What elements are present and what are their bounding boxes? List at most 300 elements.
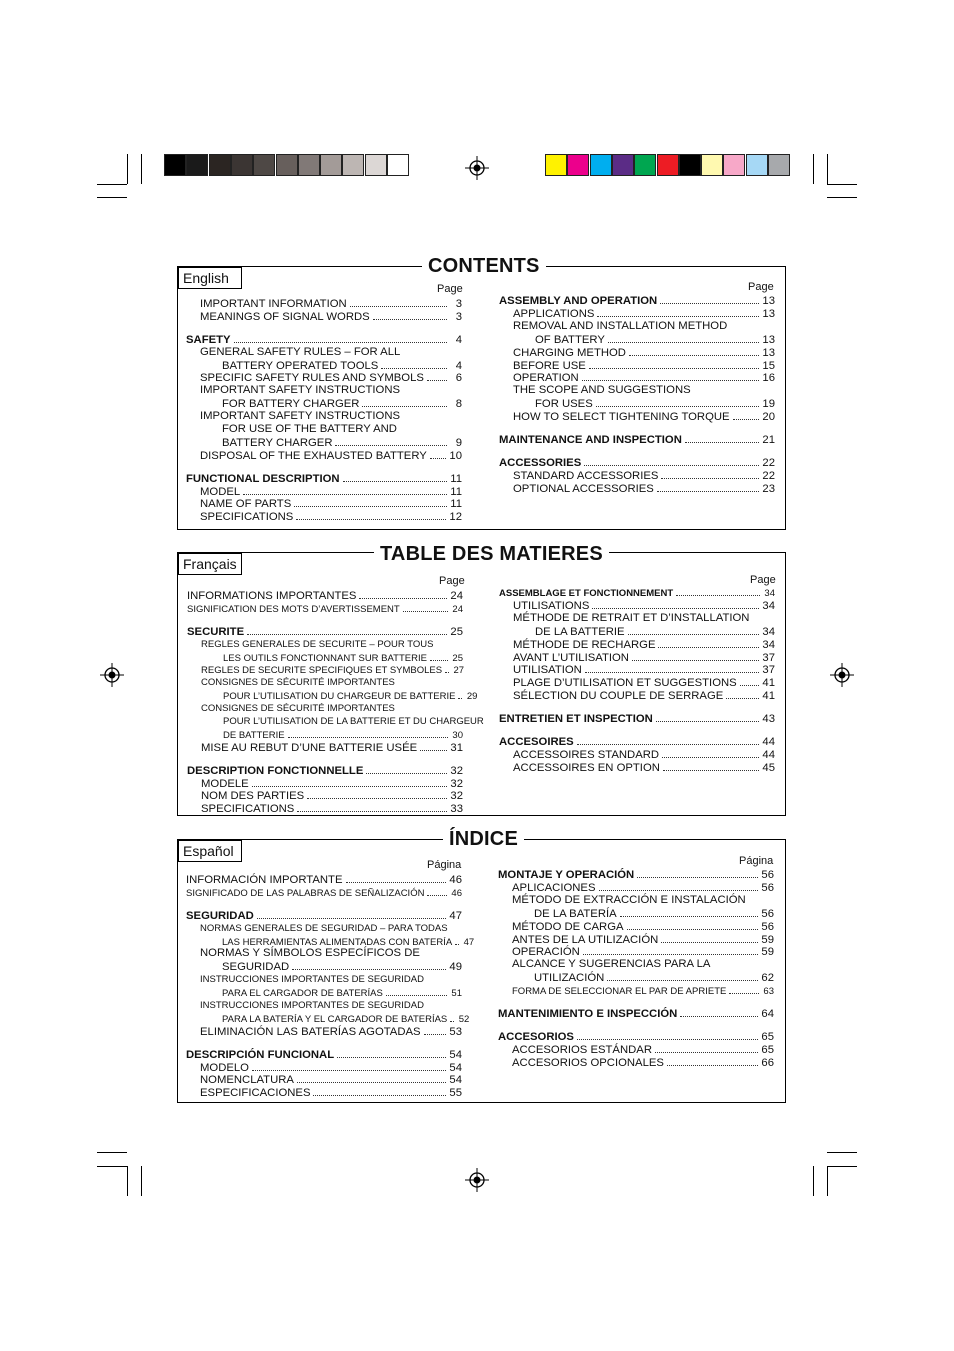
toc-entry-title: IMPORTANT SAFETY INSTRUCTIONS xyxy=(200,410,401,423)
crop-mark xyxy=(813,1166,814,1196)
dot-leader xyxy=(288,728,448,738)
toc-entry xyxy=(186,886,462,900)
toc-entry-page: 44 xyxy=(762,735,775,748)
toc-entry-title: CONSIGNES DE SÉCURITÉ IMPORTANTES xyxy=(201,703,395,715)
toc-entry xyxy=(200,384,462,397)
toc-entry-page: 56 xyxy=(761,907,774,920)
toc-entry-title: SPECIFICATIONS xyxy=(201,803,295,816)
crop-mark xyxy=(827,1152,857,1153)
toc-entry xyxy=(200,310,462,324)
crop-mark xyxy=(827,197,857,198)
color-swatch xyxy=(723,154,745,176)
gray-swatch xyxy=(276,154,298,176)
toc-entry-page: 9 xyxy=(455,436,462,449)
toc-entry xyxy=(222,436,462,450)
toc-entry-title: INFORMATIONS IMPORTANTES xyxy=(187,590,357,602)
toc-entry xyxy=(200,371,462,385)
toc-entry-page: 44 xyxy=(762,748,775,761)
crop-mark xyxy=(141,154,142,184)
toc-entry-page: 56 xyxy=(761,881,774,894)
toc-entry-title: ANTES DE LA UTILIZACIÓN xyxy=(512,933,659,946)
dot-leader xyxy=(381,359,447,369)
toc-entry xyxy=(200,449,462,463)
crop-mark xyxy=(97,1166,127,1167)
dot-leader xyxy=(596,397,760,407)
toc-entry-title: SAFETY xyxy=(186,333,231,346)
toc-entry xyxy=(201,802,463,816)
toc-entry-title: ACCESSOIRES STANDARD xyxy=(513,748,660,761)
toc-entry xyxy=(200,510,462,524)
crop-mark xyxy=(97,197,127,198)
toc-entry-title: REMOVAL AND INSTALLATION METHOD xyxy=(513,319,728,332)
toc-entry-page: 25 xyxy=(450,625,463,638)
dot-leader xyxy=(359,589,447,599)
toc-entry-page: 3 xyxy=(455,310,462,323)
toc-entry-page: 56 xyxy=(761,869,774,881)
toc-entry xyxy=(187,589,463,603)
toc-entry-title: MANTENIMIENTO E INSPECCIÓN xyxy=(498,1007,678,1020)
dot-leader xyxy=(656,712,760,722)
toc-entry-title: PARA EL CARGADOR DE BATERÍAS xyxy=(222,988,383,1000)
dot-leader xyxy=(487,715,491,724)
dot-leader xyxy=(637,868,758,878)
gray-swatch xyxy=(342,154,364,176)
toc-entry xyxy=(513,469,775,483)
dot-leader xyxy=(297,1073,446,1083)
toc-entry-page: 59 xyxy=(761,933,774,946)
toc-entry xyxy=(513,371,775,385)
section-title-table-des-matieres: TABLE DES MATIERES xyxy=(374,543,609,565)
toc-entry-title: BATTERY OPERATED TOOLS xyxy=(222,359,379,372)
toc-entry xyxy=(512,958,774,971)
toc-entry-page: 25 xyxy=(452,652,463,664)
dot-leader xyxy=(420,741,447,751)
toc-entry xyxy=(187,625,463,639)
toc-entry-page: 46 xyxy=(449,874,462,886)
toc-entry xyxy=(513,307,775,321)
dot-leader xyxy=(247,625,447,635)
toc-entry-page: 41 xyxy=(762,677,775,690)
toc-entry xyxy=(512,920,774,934)
toc-entry-page: 10 xyxy=(449,449,462,462)
toc-entry-title: APLICACIONES xyxy=(512,881,596,894)
toc-entry-page: 52 xyxy=(458,1013,470,1025)
toc-entry xyxy=(201,702,463,715)
toc-entry-title: NOM DES PARTIES xyxy=(201,790,305,803)
dot-leader xyxy=(607,971,758,981)
toc-entry xyxy=(200,346,462,359)
toc-entry-title: INFORMACIÓN IMPORTANTE xyxy=(186,874,343,886)
toc-entry-title: MODELO xyxy=(200,1061,249,1074)
toc-entry-page: 16 xyxy=(762,372,775,385)
toc-entry-title: PLAGE D’UTILISATION ET SUGGESTIONS xyxy=(513,677,737,690)
language-tab-french: Français xyxy=(178,553,242,575)
toc-entry-title: OPERATION xyxy=(513,372,579,385)
language-tab-spanish: Español xyxy=(178,840,242,862)
toc-entry-page: 49 xyxy=(449,961,462,974)
dot-leader xyxy=(599,881,759,891)
color-swatch xyxy=(590,154,612,176)
toc-entry xyxy=(200,922,462,935)
color-swatch xyxy=(679,154,701,176)
toc-entry-title: OPERACIÓN xyxy=(512,946,580,959)
toc-entry-page: 20 xyxy=(762,411,775,424)
toc-entry-title: OF BATTERY xyxy=(535,333,605,346)
toc-entry-page: 11 xyxy=(450,498,462,511)
toc-entry-page: 62 xyxy=(761,972,774,985)
toc-entry-title: SEGURIDAD xyxy=(186,909,254,922)
toc-entry xyxy=(200,947,462,960)
dot-leader xyxy=(752,612,760,621)
toc-entry xyxy=(512,894,774,907)
dot-leader xyxy=(450,1012,454,1022)
toc-entry-title: MAINTENANCE AND INSPECTION xyxy=(499,433,682,446)
toc-entry-title: BATTERY CHARGER xyxy=(222,436,333,449)
toc-entry-page: 4 xyxy=(455,333,462,346)
toc-entry-page: 34 xyxy=(764,588,775,599)
toc-entry-page: 33 xyxy=(450,803,463,816)
dot-leader xyxy=(335,436,447,446)
dot-leader xyxy=(423,947,447,956)
toc-entry xyxy=(186,873,462,887)
page-column-header: Página xyxy=(739,855,774,867)
toc-entry-page: 11 xyxy=(450,485,462,498)
toc-entry-title: ACCESSORIES xyxy=(499,456,582,469)
toc-entry-page: 43 xyxy=(762,713,775,725)
toc-entry xyxy=(222,1012,470,1026)
color-swatch xyxy=(746,154,768,176)
dot-leader xyxy=(346,873,447,883)
toc-entry-title: UTILISATIONS xyxy=(513,599,590,612)
dot-leader xyxy=(337,1048,446,1058)
dot-leader xyxy=(234,333,447,343)
page-column-header: Page xyxy=(439,575,465,587)
toc-entry xyxy=(535,625,775,639)
toc-entry-title: GENERAL SAFETY RULES – FOR ALL xyxy=(200,345,401,358)
toc-entry-page: 31 xyxy=(450,741,463,754)
dot-leader xyxy=(366,764,447,774)
toc-entry-page: 19 xyxy=(762,398,775,411)
toc-entry-title: SIGNIFICADO DE LAS PALABRAS DE SEÑALIZACIÓN xyxy=(186,887,425,899)
toc-entry-title: HOW TO SELECT TIGHTENING TORQUE xyxy=(513,411,730,424)
toc-entry xyxy=(513,359,775,373)
color-swatch xyxy=(657,154,679,176)
toc-entry xyxy=(499,712,775,726)
gray-swatch xyxy=(164,154,186,176)
dot-leader xyxy=(386,986,447,996)
toc-entry xyxy=(223,728,463,742)
toc-entry-title: FOR BATTERY CHARGER xyxy=(222,398,360,411)
dot-leader xyxy=(403,410,447,419)
toc-entry xyxy=(513,599,775,613)
toc-entry-title: REGLES GENERALES DE SECURITE – POUR TOUS xyxy=(201,638,434,650)
crop-mark xyxy=(827,154,828,184)
dot-leader xyxy=(694,384,760,393)
toc-entry xyxy=(534,907,774,921)
toc-entry xyxy=(513,410,775,424)
toc-entry-title: ELIMINACIÓN LAS BATERÍAS AGOTADAS xyxy=(200,1025,421,1038)
toc-entry-title: PARA LA BATERÍA Y EL CARGADOR DE BATERÍAS xyxy=(222,1013,448,1025)
toc-entry-page: 53 xyxy=(449,1025,462,1038)
dot-leader xyxy=(620,907,759,917)
color-swatch xyxy=(567,154,589,176)
toc-entry-title: IMPORTANT INFORMATION xyxy=(200,298,347,310)
toc-entry-title: INSTRUCCIONES IMPORTANTES DE SEGURIDAD xyxy=(200,1000,424,1011)
toc-entry-page: 13 xyxy=(762,295,775,307)
toc-entry xyxy=(222,960,462,974)
toc-entry xyxy=(513,482,775,496)
toc-entry-page: 65 xyxy=(761,1030,774,1043)
toc-entry-title: MÉTHODE DE RECHARGE xyxy=(513,638,656,651)
toc-entry-page: 11 xyxy=(450,472,462,485)
dot-leader xyxy=(350,297,447,307)
gray-swatch xyxy=(298,154,320,176)
toc-entry xyxy=(201,777,463,791)
dot-leader xyxy=(676,586,760,596)
toc-entry-title: MÉTHODE DE RETRAIT ET D’INSTALLATION xyxy=(513,611,750,624)
toc-entry xyxy=(513,651,775,665)
page-column-header: Page xyxy=(437,283,463,295)
dot-leader xyxy=(577,1030,758,1040)
dot-leader xyxy=(582,371,760,381)
toc-entry xyxy=(201,676,463,689)
crop-mark xyxy=(141,1166,142,1196)
dot-leader xyxy=(592,599,759,609)
dot-leader xyxy=(663,761,760,771)
toc-entry-page: 66 xyxy=(761,1056,774,1069)
dot-leader xyxy=(436,638,448,647)
dot-leader xyxy=(655,1043,758,1053)
toc-entry-page: 65 xyxy=(761,1043,774,1056)
dot-leader xyxy=(713,958,759,967)
toc-entry-page: 34 xyxy=(762,599,775,612)
toc-entry-title: MÉTODO DE EXTRACCIÓN E INSTALACIÓN xyxy=(512,893,746,906)
dot-leader xyxy=(584,456,759,466)
toc-entry xyxy=(512,881,774,895)
dot-leader xyxy=(403,602,448,612)
toc-entry-title: UTILIZACIÓN xyxy=(534,972,605,985)
dot-leader xyxy=(662,748,759,758)
language-tab-english: English xyxy=(178,267,242,289)
dot-leader xyxy=(445,663,449,673)
toc-entry-page: 54 xyxy=(449,1074,462,1087)
toc-entry xyxy=(200,410,462,423)
registration-mark-icon xyxy=(830,663,854,687)
dot-leader xyxy=(243,485,447,495)
dot-leader xyxy=(313,1086,446,1096)
toc-entry-title: NORMAS GENERALES DE SEGURIDAD – PARA TODAS xyxy=(200,922,448,934)
gray-swatch xyxy=(186,154,208,176)
toc-entry xyxy=(200,1086,462,1100)
dot-leader xyxy=(585,663,760,673)
toc-entry-title: MEANINGS OF SIGNAL WORDS xyxy=(200,310,370,323)
toc-entry-title: FOR USES xyxy=(535,398,593,411)
dot-leader xyxy=(680,1007,758,1017)
toc-entry-title: MODEL xyxy=(200,485,241,498)
toc-entry-page: 13 xyxy=(762,346,775,359)
toc-entry-title: MISE AU REBUT D’UNE BATTERIE USÉE xyxy=(201,741,418,754)
toc-entry xyxy=(535,397,775,411)
toc-entry xyxy=(513,384,775,397)
dot-leader xyxy=(252,1061,446,1071)
toc-entry-title: DESCRIPCIÓN FUNCIONAL xyxy=(186,1048,335,1061)
gray-swatch xyxy=(209,154,231,176)
toc-entry-title: SPECIFIC SAFETY RULES AND SYMBOLS xyxy=(200,372,424,385)
toc-entry-title: AVANT L’UTILISATION xyxy=(513,651,629,664)
toc-entry-page: 4 xyxy=(455,359,462,372)
toc-entry xyxy=(186,333,462,347)
toc-entry-page: 8 xyxy=(455,398,462,411)
color-swatch xyxy=(612,154,634,176)
toc-entry xyxy=(200,973,462,986)
dot-leader xyxy=(658,638,759,648)
dot-leader xyxy=(627,920,759,930)
color-swatch xyxy=(634,154,656,176)
toc-entry-title: MONTAJE Y OPERACIÓN xyxy=(498,869,635,881)
toc-entry xyxy=(223,651,463,665)
toc-entry xyxy=(201,789,463,803)
toc-entry xyxy=(498,1030,774,1044)
toc-entry-title: SECURITE xyxy=(187,625,245,638)
toc-entry xyxy=(186,1048,462,1062)
dot-leader xyxy=(403,384,447,393)
toc-entry-page: 32 xyxy=(450,764,463,777)
toc-entry xyxy=(187,602,463,616)
crop-mark xyxy=(827,1166,828,1196)
dot-leader xyxy=(398,702,448,711)
toc-entry-page: 47 xyxy=(463,936,475,948)
dot-leader xyxy=(628,625,760,635)
toc-entry-title: SEGURIDAD xyxy=(222,961,290,974)
toc-entry-title: MÉTODO DE CARGA xyxy=(512,920,624,933)
toc-entry-title: NORMAS Y SÍMBOLOS ESPECÍFICOS DE xyxy=(200,947,420,960)
toc-entry-page: 63 xyxy=(763,986,774,998)
toc-entry-title: POUR L’UTILISATION DU CHARGEUR DE BATTERIE xyxy=(223,691,456,703)
toc-entry-title: DISPOSAL OF THE EXHAUSTED BATTERY xyxy=(200,449,427,462)
toc-entry-page: 13 xyxy=(762,307,775,320)
toc-entry xyxy=(513,676,775,690)
toc-entry xyxy=(513,346,775,360)
toc-entry-page: 51 xyxy=(451,988,462,1000)
toc-entry-page: 13 xyxy=(762,333,775,346)
toc-entry xyxy=(499,294,775,308)
toc-entry-page: 32 xyxy=(450,777,463,790)
toc-entry-page: 34 xyxy=(762,625,775,638)
toc-entry xyxy=(512,945,774,959)
crop-mark xyxy=(127,154,128,184)
dot-leader xyxy=(427,999,447,1008)
section-title-indice: ÍNDICE xyxy=(443,828,524,850)
toc-entry xyxy=(499,456,775,470)
toc-entry xyxy=(513,320,775,333)
toc-entry-title: DESCRIPTION FONCTIONNELLE xyxy=(187,764,364,777)
toc-entry xyxy=(513,689,775,703)
dot-leader xyxy=(667,1056,759,1066)
toc-entry-page: 45 xyxy=(762,761,775,774)
toc-entry xyxy=(512,984,774,998)
crop-mark xyxy=(127,1166,128,1196)
toc-entry-page: 29 xyxy=(466,691,478,703)
dot-leader xyxy=(597,307,759,317)
dot-leader xyxy=(430,651,448,661)
toc-entry-page: 22 xyxy=(762,456,775,469)
dot-leader xyxy=(424,1025,447,1035)
dot-leader xyxy=(729,984,759,994)
gray-swatch xyxy=(365,154,387,176)
toc-entry-title: REGLES DE SECURITE SPECIFIQUES ET SYMBOLES xyxy=(201,665,443,677)
toc-entry-title: ACCESORIOS OPCIONALES xyxy=(512,1056,664,1069)
toc-entry-page: 27 xyxy=(453,665,465,677)
dot-leader xyxy=(430,449,447,459)
toc-entry xyxy=(201,741,463,755)
toc-entry-title: POUR L’UTILISATION DE LA BATTERIE ET DU CHARGEUR xyxy=(223,716,484,727)
dot-leader xyxy=(749,894,759,903)
toc-entry-page: 56 xyxy=(761,920,774,933)
toc-entry-title: DE LA BATTERIE xyxy=(535,625,625,638)
dot-leader xyxy=(726,689,759,699)
toc-entry xyxy=(200,497,462,511)
toc-entry-page: 41 xyxy=(762,690,775,703)
dot-leader xyxy=(589,359,760,369)
dot-leader xyxy=(632,651,759,661)
dot-leader xyxy=(629,346,759,356)
toc-entry-page: 46 xyxy=(451,887,462,899)
toc-entry-page: 12 xyxy=(449,511,462,524)
toc-entry-page: 3 xyxy=(455,298,462,310)
toc-entry xyxy=(201,638,463,651)
toc-entry-title: LAS HERRAMIENTAS ALIMENTADAS CON BATERÍA xyxy=(222,936,453,948)
toc-entry-title: ACCESORIOS ESTÁNDAR xyxy=(512,1043,652,1056)
toc-entry xyxy=(498,868,774,882)
toc-entry-title: DE LA BATERÍA xyxy=(534,907,617,920)
toc-entry xyxy=(200,485,462,499)
toc-entry-title: NAME OF PARTS xyxy=(200,498,292,511)
toc-entry-title: OPTIONAL ACCESSORIES xyxy=(513,482,654,495)
dot-leader xyxy=(577,735,760,745)
toc-entry-title: ACCESORIOS xyxy=(498,1030,574,1043)
toc-entry-page: 30 xyxy=(452,729,463,741)
dot-leader xyxy=(343,472,447,482)
toc-entry-title: ALCANCE Y SUGERENCIAS PARA LA xyxy=(512,958,711,971)
dot-leader xyxy=(427,973,447,982)
toc-entry xyxy=(498,1007,774,1021)
toc-entry xyxy=(186,472,462,486)
toc-entry-title: ACCESOIRES xyxy=(499,735,574,748)
dot-leader xyxy=(455,935,459,945)
dot-leader xyxy=(660,294,759,304)
toc-entry xyxy=(222,359,462,373)
toc-entry-title: SÉLECTION DU COUPLE DE SERRAGE xyxy=(513,690,724,703)
gray-swatch xyxy=(387,154,409,176)
toc-entry-page: 22 xyxy=(762,469,775,482)
toc-entry-title: APPLICATIONS xyxy=(513,307,595,320)
page-column-header: Página xyxy=(427,859,462,871)
toc-entry xyxy=(223,715,484,728)
toc-entry-title: FUNCTIONAL DESCRIPTION xyxy=(186,472,340,485)
dot-leader xyxy=(657,482,760,492)
dot-leader xyxy=(257,909,447,919)
toc-entry-title: LES OUTILS FONCTIONNANT SUR BATTERIE xyxy=(223,652,427,664)
toc-entry-title: FOR USE OF THE BATTERY AND xyxy=(222,423,397,435)
page-column-header: Page xyxy=(750,574,776,586)
toc-entry xyxy=(513,663,775,677)
toc-entry-title: CONSIGNES DE SÉCURITÉ IMPORTANTES xyxy=(201,677,395,689)
toc-entry-title: BEFORE USE xyxy=(513,359,586,372)
dot-leader xyxy=(451,922,455,931)
dot-leader xyxy=(730,320,760,329)
gray-swatch xyxy=(231,154,253,176)
registration-mark-icon xyxy=(100,663,124,687)
